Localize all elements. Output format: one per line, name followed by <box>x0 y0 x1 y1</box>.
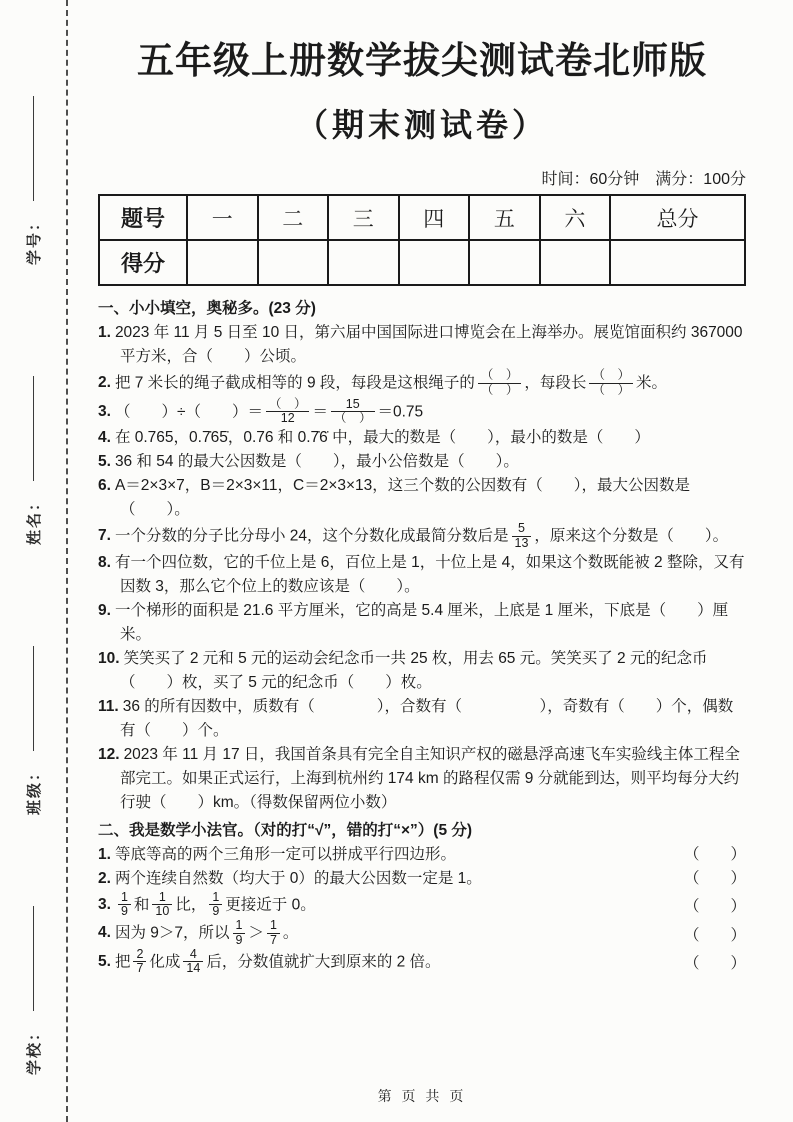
fraction-numerator: 5 <box>512 522 532 537</box>
fraction-denominator: 9 <box>120 904 128 919</box>
question <box>98 426 746 450</box>
fraction-numerator: 15 <box>331 398 375 413</box>
question-text: 36 的所有因数中，质数有（ ），合数有（ ），奇数有（ ）个，偶数有（ ）个。 <box>120 697 734 739</box>
answer-blank: （ ） <box>683 869 746 887</box>
question-number: 10. <box>98 649 120 667</box>
question-text: 一个分数的分子比分母小 24，这个分数化成最简分数后是 <box>114 527 509 545</box>
answer-blank: （ ） <box>683 926 746 944</box>
fraction-numerator: 1 <box>118 891 131 906</box>
fraction-denominator: （ ） <box>592 382 630 397</box>
question <box>98 891 746 920</box>
fraction-denominator: 14 <box>186 961 201 976</box>
fraction-numerator: 1 <box>152 891 172 906</box>
question-body <box>98 867 674 891</box>
score-table-cell <box>399 240 470 285</box>
question-number: 2. <box>98 869 111 887</box>
fraction <box>118 891 131 920</box>
question-number: 2. <box>98 374 111 392</box>
question <box>98 919 746 948</box>
question <box>98 369 746 398</box>
question-number: 1. <box>98 845 111 863</box>
school-blank-line <box>33 905 34 1010</box>
question-body <box>98 474 746 522</box>
score-table-cell <box>610 240 745 285</box>
question-text: 比， <box>175 895 207 913</box>
question-text: 有一个四位数，它的千位上是 6，百位上是 1，十位上是 4，如果这个数既能被 2 整除，又有因数 3，那么它个位上的数应该是（ ）。 <box>114 553 745 595</box>
score-table-row-label: 得分 <box>99 240 187 285</box>
fraction-denominator: 7 <box>136 961 144 976</box>
question <box>98 599 746 647</box>
fraction <box>478 369 522 398</box>
answer-blank: （ ） <box>683 955 746 972</box>
question-body <box>98 551 746 599</box>
question-text: 把 7 米长的绳子截成相等的 9 段，每段是这根绳子的 <box>114 374 475 392</box>
score-table-cell: 四 <box>399 195 470 240</box>
question-body <box>98 369 746 398</box>
fraction <box>589 369 633 398</box>
section <box>98 296 746 815</box>
question <box>98 551 746 599</box>
question <box>98 843 746 867</box>
question-text: ＝0.75 <box>377 402 424 420</box>
question-text: 后，分数值就扩大到原来的 2 倍。 <box>206 952 441 970</box>
question-text: ＞ <box>248 924 264 942</box>
question-number: 3. <box>98 402 111 420</box>
fraction <box>183 948 203 977</box>
question-number: 11. <box>98 697 119 715</box>
score-table-cell <box>328 240 399 285</box>
score-table-row-label: 题号 <box>99 195 187 240</box>
score-table-cell: 二 <box>258 195 329 240</box>
question-text: （ ）÷（ ）＝ <box>114 402 263 420</box>
fraction-numerator: 1 <box>209 891 222 906</box>
score-table-cell: 一 <box>187 195 258 240</box>
answer-blank: （ ） <box>683 845 746 863</box>
score-table-cell: 五 <box>469 195 540 240</box>
question-body <box>98 891 674 920</box>
score-table-body <box>99 195 745 285</box>
question-body <box>98 647 746 695</box>
fraction-denominator: 9 <box>235 932 243 947</box>
fraction <box>331 398 375 427</box>
time-score-info: 时间：60分钟 满分：100分 <box>541 171 746 188</box>
question-number: 6. <box>98 477 111 494</box>
question-text: 笑笑买了 2 元和 5 元的运动会纪念币一共 25 枚，用去 65 元。笑笑买了 2 元的纪念币（ ）枚，买了 5 元的纪念币（ ）枚。 <box>120 649 708 691</box>
cut-line-divider <box>66 0 68 1122</box>
main-content <box>98 0 746 976</box>
score-table-cell <box>258 240 329 285</box>
class-label: 班级： <box>25 763 43 815</box>
fraction-numerator: （ ） <box>478 369 522 384</box>
score-table-cell <box>469 240 540 285</box>
school-field <box>0 890 66 1090</box>
score-table-cell: 三 <box>328 195 399 240</box>
sections <box>98 296 746 976</box>
class-blank-line <box>33 645 34 750</box>
student-id-field <box>0 80 66 280</box>
fraction-denominator: 10 <box>155 904 170 919</box>
question-number: 12. <box>98 745 120 763</box>
question-text: 等底等高的两个三角形一定可以拼成平行四边形。 <box>114 845 456 863</box>
question-text: 因为 9＞7，所以 <box>114 924 230 942</box>
fraction-numerator: 1 <box>267 919 280 934</box>
student-name-field <box>0 360 66 560</box>
page-footer: 第 页 共 页 <box>377 1088 467 1104</box>
fraction-numerator: （ ） <box>589 369 633 384</box>
question-text: ，原来这个分数是（ ）。 <box>534 527 729 545</box>
school-label: 学校： <box>25 1023 43 1075</box>
question-body <box>98 843 674 867</box>
fraction-denominator: 9 <box>212 904 220 919</box>
fraction-denominator: （ ） <box>333 411 372 426</box>
question-text: 和 <box>133 895 150 913</box>
question-text: 一个梯形的面积是 21.6 平方厘米，它的高是 5.4 厘米，上底是 1 厘米，下底是（ ）厘米。 <box>114 601 729 643</box>
question <box>98 321 746 369</box>
student-name-label: 姓名： <box>25 493 43 545</box>
question <box>98 450 746 474</box>
question-body <box>98 599 746 647</box>
fraction <box>152 891 172 920</box>
fraction-denominator: 13 <box>514 535 529 550</box>
question-body <box>98 522 746 551</box>
question-number: 8. <box>98 553 111 571</box>
page-subtitle: （期末测试卷） <box>295 107 548 143</box>
question-text: 更接近于 0。 <box>225 895 316 913</box>
fraction-numerator: （ ） <box>266 398 310 413</box>
question-text: 2023 年 11 月 5 日至 10 日，第六届中国国际进口博览会在上海举办。展览馆面积约 367000 平方米，合（ ）公顷。 <box>114 324 743 365</box>
question-body <box>98 450 746 474</box>
question <box>98 522 746 551</box>
student-id-blank-line <box>33 95 34 200</box>
question-body <box>98 398 746 427</box>
question-number: 9. <box>98 601 111 619</box>
page-title: 五年级上册数学拔尖测试卷北师版 <box>137 40 707 81</box>
question-text: 。 <box>282 924 299 942</box>
question <box>98 948 746 977</box>
question-number: 1. <box>98 324 111 341</box>
fraction-denominator: 7 <box>269 932 277 947</box>
question <box>98 647 746 695</box>
score-table <box>98 194 746 286</box>
student-name-blank-line <box>33 375 34 480</box>
question-text: A＝2×3×7，B＝2×3×11，C＝2×3×13，这三个数的公因数有（ ），最大公因数是（ ）。 <box>114 477 691 518</box>
fraction <box>233 919 246 948</box>
question-number: 3. <box>98 895 111 913</box>
question-number: 4. <box>98 924 111 942</box>
question-text: 米。 <box>635 374 667 392</box>
question-body <box>98 948 674 977</box>
question-text: 两个连续自然数（均大于 0）的最大公因数一定是 1。 <box>114 869 482 887</box>
section-heading: 一、小小填空，奥秘多。(23 分) <box>98 300 316 317</box>
fraction <box>209 891 222 920</box>
question-body <box>98 426 746 450</box>
question-text: 化成 <box>149 952 181 970</box>
question-body <box>98 695 746 743</box>
fraction <box>133 948 146 977</box>
score-table-cell: 总分 <box>610 195 745 240</box>
score-table-cell <box>187 240 258 285</box>
fraction-numerator: 1 <box>233 919 246 934</box>
question-text: 在 0.765，0.7̇65̇，0.76 和 0.7̇6̇ 中，最大的数是（ ），最小的数是（ ） <box>114 429 650 446</box>
question-text: ，每段长 <box>524 374 587 392</box>
fraction <box>266 398 310 427</box>
fraction-numerator: 4 <box>183 948 203 963</box>
score-table-row <box>99 195 745 240</box>
question-text: 2023 年 11 月 17 日，我国首条具有完全自主知识产权的磁悬浮高速飞车实验线主体工程全部完工。如果正式运行，上海到杭州约 174 km 的路程仅需 9 分就能到达，则平均每分大约行驶（ ）km。（得数保留两位小数） <box>120 745 740 811</box>
question-text: 36 和 54 的最大公因数是（ ），最小公倍数是（ ）。 <box>114 453 519 470</box>
section-heading: 二、我是数学小法官。（对的打“√”，错的打“×”）(5 分) <box>98 821 473 839</box>
score-table-row <box>99 240 745 285</box>
question <box>98 867 746 891</box>
fraction-denominator: 12 <box>280 411 295 426</box>
fraction <box>512 522 532 551</box>
student-id-label: 学号： <box>25 213 43 265</box>
class-field <box>0 630 66 830</box>
question <box>98 743 746 815</box>
answer-blank: （ ） <box>683 898 746 915</box>
question-body <box>98 743 746 815</box>
question-number: 7. <box>98 527 111 545</box>
score-table-cell <box>540 240 611 285</box>
question-number: 5. <box>98 952 111 970</box>
question-body <box>98 919 674 948</box>
question <box>98 474 746 522</box>
question-body <box>98 321 746 369</box>
question <box>98 695 746 743</box>
section <box>98 818 746 977</box>
fraction-denominator: （ ） <box>480 382 519 397</box>
question-text: 把 <box>114 952 131 970</box>
question <box>98 398 746 427</box>
question-number: 5. <box>98 453 111 470</box>
fraction <box>267 919 280 948</box>
question-number: 4. <box>98 429 111 446</box>
score-table-cell: 六 <box>540 195 611 240</box>
fraction-numerator: 2 <box>133 948 146 963</box>
question-text: ＝ <box>312 402 328 420</box>
